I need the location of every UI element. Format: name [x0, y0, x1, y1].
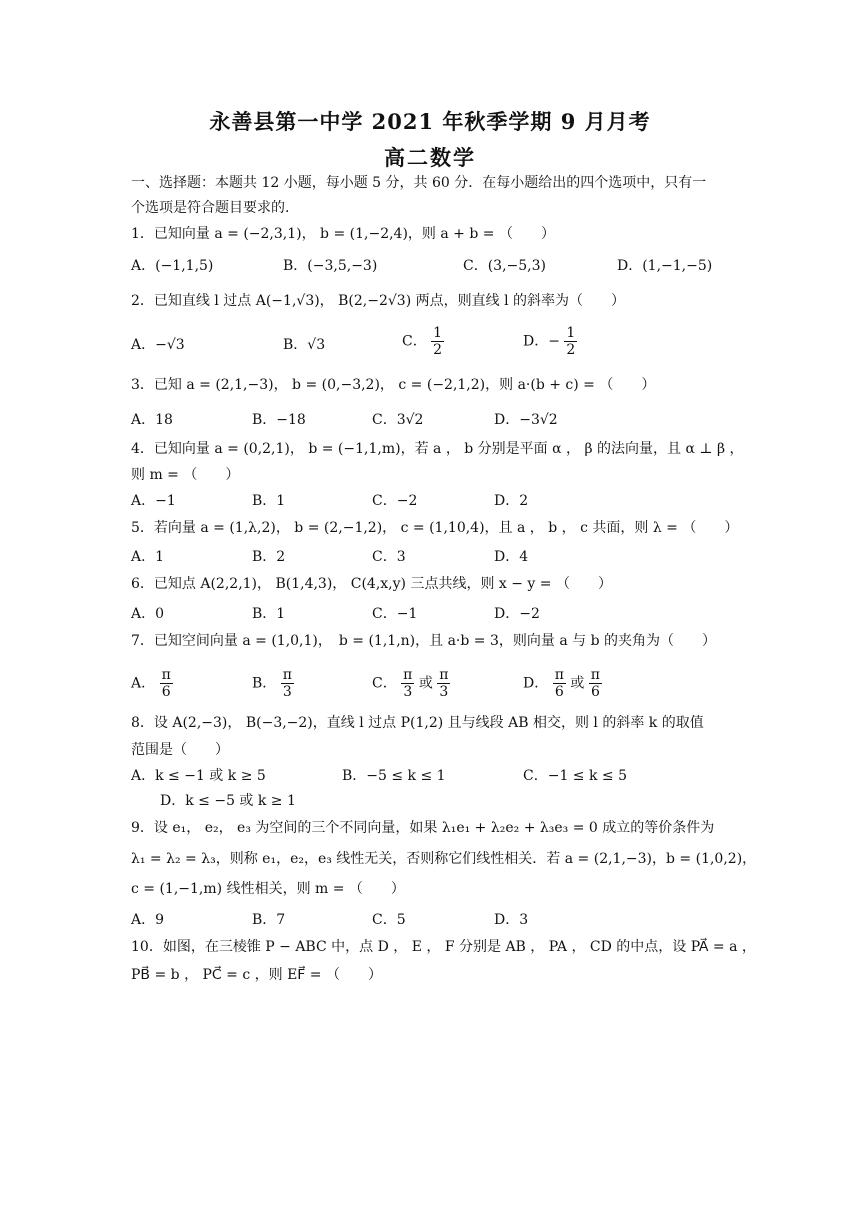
q1-option-b: B．(−3,5,−3): [283, 258, 378, 274]
q10-stem-line1: 10．如图，在三棱锥 P − ABC 中，点 D ， E ， F 分别是 AB ， PA ， CD 的中点，设 PA⃗ = a ，: [131, 939, 756, 955]
q9-option-c: C．5: [372, 912, 406, 928]
q2-option-a: A．−√3: [131, 337, 185, 353]
q9-stem-line3: c = (1,−1,m) 线性相关，则 m = （ ）: [131, 881, 405, 897]
q5-option-d: D．4: [494, 549, 529, 565]
exam-title: 永善县第一中学 2021 年秋季学期 9 月月考: [209, 109, 651, 134]
q7-option-b-label: B．: [252, 675, 277, 692]
q9-option-b: B．7: [252, 912, 286, 928]
fraction-denominator: 3: [282, 684, 292, 700]
q1-stem: 1．已知向量 a = (−2,3,1)， b = (1,−2,4)，则 a + b = （ ）: [131, 226, 555, 242]
fraction-denominator: 3: [439, 684, 449, 700]
q9-stem-line2: λ₁ = λ₂ = λ₃，则称 e₁，e₂，e₃ 线性无关，否则称它们线性相关．若 a = (2,1,−3)，b = (1,0,2)，: [131, 851, 757, 867]
fraction-denominator: 6: [554, 684, 564, 700]
fraction-numerator: π: [161, 667, 171, 683]
q6-stem: 6．已知点 A(2,2,1)， B(1,4,3)， C(4,x,y) 三点共线，则 x − y = （ ）: [131, 576, 612, 592]
q2-option-d-label: D．−: [523, 333, 560, 350]
fraction-denominator: 6: [161, 684, 171, 700]
fraction-denominator: 3: [403, 684, 413, 700]
q2-stem: 2．已知直线 l 过点 A(−1,√3)， B(2,−2√3) 两点，则直线 l 的斜率为（ ）: [131, 293, 625, 309]
q2-option-d: [523, 325, 577, 358]
q1-option-c: C．(3,−5,3): [463, 258, 546, 274]
q7-option-c-or: 或: [418, 675, 433, 692]
q2-option-c: [402, 325, 444, 358]
q6-option-d: D．−2: [494, 606, 540, 622]
q4-option-a: A．−1: [131, 493, 176, 509]
q3-option-c: C．3√2: [372, 412, 424, 428]
q5-option-b: B．2: [252, 549, 286, 565]
q7-option-d-fraction-2: [589, 667, 602, 700]
q2-option-d-fraction: [564, 325, 577, 358]
q7-option-d-fraction-1: [553, 667, 566, 700]
fraction-numerator: 1: [566, 325, 576, 341]
q7-option-c-fraction-2: [437, 667, 450, 700]
section-intro-line1: 一、选择题：本题共 12 小题，每小题 5 分，共 60 分．在每小题给出的四个选项中，只有一: [131, 175, 707, 191]
q7-option-a-label: A．: [131, 675, 156, 692]
fraction-numerator: π: [554, 667, 564, 683]
q4-option-c: C．−2: [372, 493, 418, 509]
q7-option-c-fraction-1: [401, 667, 414, 700]
q9-stem-line1: 9．设 e₁， e₂， e₃ 为空间的三个不同向量，如果 λ₁e₁ + λ₂e₂ + λ₃e₃ = 0 成立的等价条件为: [131, 820, 715, 836]
q7-option-b: [252, 667, 294, 700]
q5-option-a: A．1: [131, 549, 165, 565]
fraction-numerator: π: [439, 667, 449, 683]
q4-option-d: D．2: [494, 493, 529, 509]
q1-option-d: D．(1,−1,−5): [617, 258, 713, 274]
q7-option-b-fraction: [281, 667, 294, 700]
q2-option-c-label: C．: [402, 333, 427, 350]
q7-option-d: [523, 667, 602, 700]
q8-stem-line2: 范围是（ ）: [131, 742, 229, 758]
q4-stem-line1: 4．已知向量 a = (0,2,1)， b = (−1,1,m)，若 a ， b 分别是平面 α ， β 的法向量，且 α ⊥ β ，: [131, 441, 744, 457]
fraction-numerator: π: [282, 667, 292, 683]
q4-option-b: B．1: [252, 493, 286, 509]
q8-option-b: B．−5 ≤ k ≤ 1: [342, 768, 446, 784]
q8-option-d: D．k ≤ −5 或 k ≥ 1: [160, 793, 296, 809]
q7-stem: 7．已知空间向量 a = (1,0,1)， b = (1,1,n)，且 a·b = 3，则向量 a 与 b 的夹角为（ ）: [131, 633, 716, 649]
q3-option-d: D．−3√2: [494, 412, 558, 428]
exam-subtitle: 高二数学: [384, 145, 476, 170]
q7-option-d-or: 或: [570, 675, 585, 692]
q7-option-a: [131, 667, 173, 700]
fraction-denominator: 6: [590, 684, 600, 700]
q7-option-c-label: C．: [372, 675, 397, 692]
q4-stem-line2: 则 m = （ ）: [131, 467, 240, 483]
fraction-denominator: 2: [566, 342, 576, 358]
fraction-denominator: 2: [433, 342, 443, 358]
q6-option-c: C．−1: [372, 606, 418, 622]
fraction-numerator: π: [590, 667, 600, 683]
q7-option-a-fraction: [160, 667, 173, 700]
q3-option-b: B．−18: [252, 412, 306, 428]
q2-option-c-fraction: [431, 325, 444, 358]
q3-option-a: A．18: [131, 412, 173, 428]
q9-option-d: D．3: [494, 912, 529, 928]
q6-option-b: B．1: [252, 606, 286, 622]
q7-option-d-label: D．: [523, 675, 549, 692]
fraction-numerator: 1: [433, 325, 443, 341]
q9-option-a: A．9: [131, 912, 165, 928]
q10-stem-line2: PB⃗ = b ， PC⃗ = c ，则 EF⃗ = （ ）: [131, 967, 382, 983]
q8-option-a: A．k ≤ −1 或 k ≥ 5: [131, 768, 266, 784]
q8-stem-line1: 8．设 A(2,−3)， B(−3,−2)，直线 l 过点 P(1,2) 且与线段 AB 相交，则 l 的斜率 k 的取值: [131, 715, 704, 731]
q3-stem: 3．已知 a = (2,1,−3)， b = (0,−3,2)， c = (−2,1,2)，则 a·(b + c) = （ ）: [131, 377, 656, 393]
q2-option-b: B．√3: [283, 337, 326, 353]
q5-option-c: C．3: [372, 549, 406, 565]
q6-option-a: A．0: [131, 606, 165, 622]
fraction-numerator: π: [403, 667, 413, 683]
q5-stem: 5．若向量 a = (1,λ,2)， b = (2,−1,2)， c = (1,10,4)，且 a ， b ， c 共面，则 λ = （ ）: [131, 520, 739, 536]
section-intro-line2: 个选项是符合题目要求的．: [131, 200, 299, 216]
q8-option-c: C．−1 ≤ k ≤ 5: [523, 768, 628, 784]
q7-option-c: [372, 667, 450, 700]
q1-option-a: A．(−1,1,5): [131, 258, 214, 274]
